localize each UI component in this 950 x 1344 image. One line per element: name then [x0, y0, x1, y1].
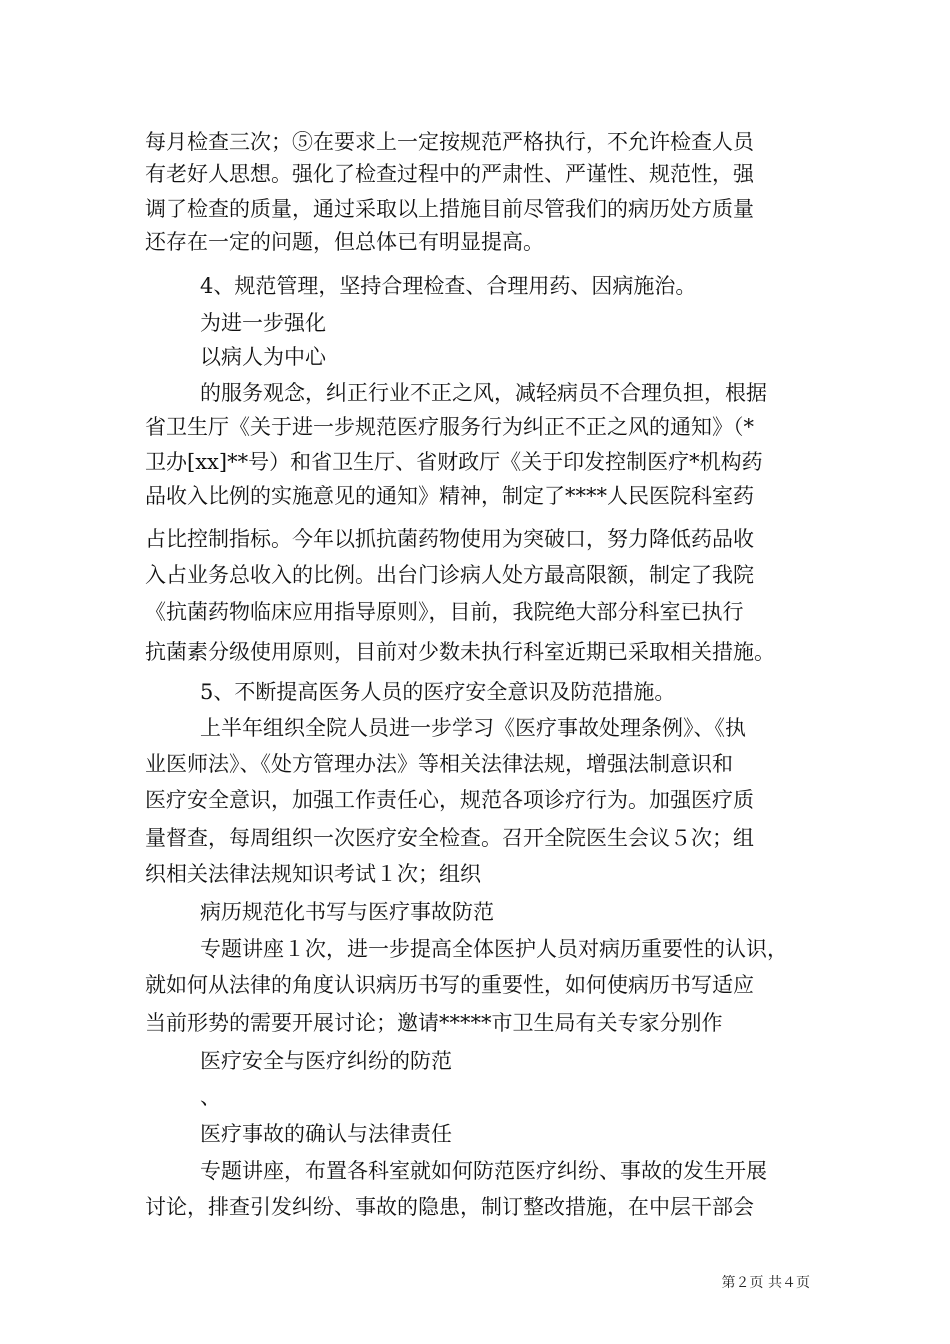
text-line: 当前形势的需要开展讨论；邀请*****市卫生局有关专家分别作 — [145, 1011, 723, 1035]
text-line: 业医师法》、《处方管理办法》等相关法律法规，增强法制意识和 — [145, 752, 733, 776]
text-line: 为进一步强化 — [200, 311, 326, 335]
text-line: 卫办[xx]**号）和省卫生厅、省财政厅《关于印发控制医疗*机构药 — [145, 450, 763, 474]
text-line: 医疗安全意识，加强工作责任心，规范各项诊疗行为。加强医疗质 — [145, 788, 754, 812]
text-line: 每月检查三次；⑤在要求上一定按规范严格执行，不允许检查人员 — [145, 130, 754, 154]
text-line: 调了检查的质量，通过采取以上措施目前尽管我们的病历处方质量 — [145, 197, 754, 221]
text-line: 有老好人思想。强化了检查过程中的严肃性、严谨性、规范性，强 — [145, 162, 754, 186]
text-line: 入占业务总收入的比例。出台门诊病人处方最高限额，制定了我院 — [145, 563, 754, 587]
page-number: 第２页 共４页 — [721, 1275, 810, 1291]
text-line: 医疗事故的确认与法律责任 — [200, 1122, 452, 1146]
text-line: 占比控制指标。今年以抓抗菌药物使用为突破口，努力降低药品收 — [145, 527, 754, 551]
text-line: 专题讲座１次，进一步提高全体医护人员对病历重要性的认识， — [200, 937, 788, 961]
section-heading-5: 5、不断提高医务人员的医疗安全意识及防范措施。 — [200, 680, 676, 704]
text-line: 织相关法律法规知识考试１次；组织 — [145, 862, 481, 886]
text-line: 的服务观念，纠正行业不正之风，减轻病员不合理负担，根据 — [200, 381, 767, 405]
text-line: 量督查，每周组织一次医疗安全检查。召开全院医生会议５次；组 — [145, 826, 754, 850]
text-line: 抗菌素分级使用原则，目前对少数未执行科室近期已采取相关措施。 — [145, 640, 775, 664]
text-line: 专题讲座，布置各科室就如何防范医疗纠纷、事故的发生开展 — [200, 1159, 767, 1183]
text-line: 就如何从法律的角度认识病历书写的重要性，如何使病历书写适应 — [145, 973, 754, 997]
text-line: 省卫生厅《关于进一步规范医疗服务行为纠正不正之风的通知》（* — [145, 415, 754, 439]
text-line: 讨论，排查引发纠纷、事故的隐患，制订整改措施，在中层干部会 — [145, 1195, 754, 1219]
text-line: 品收入比例的实施意见的通知》精神，制定了****人民医院科室药 — [145, 484, 754, 508]
text-line: 以病人为中心 — [200, 345, 326, 369]
text-line: 病历规范化书写与医疗事故防范 — [200, 900, 494, 924]
text-line: 医疗安全与医疗纠纷的防范 — [200, 1049, 452, 1073]
text-line: 还存在一定的问题，但总体已有明显提高。 — [145, 230, 544, 254]
text-line: 、 — [200, 1085, 221, 1109]
text-line: 《抗菌药物临床应用指导原则》，目前，我院绝大部分科室已执行 — [145, 600, 744, 624]
text-line: 上半年组织全院人员进一步学习《医疗事故处理条例》、《执 — [200, 716, 746, 740]
section-heading-4: 4、规范管理，坚持合理检查、合理用药、因病施治。 — [200, 274, 697, 298]
